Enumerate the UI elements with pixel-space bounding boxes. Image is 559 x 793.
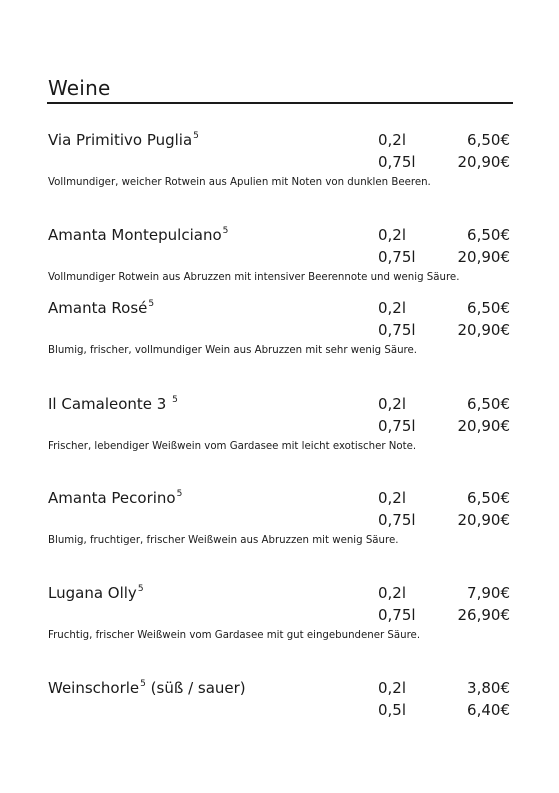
- wine-description: Fruchtig, frischer Weißwein vom Gardasee mit gut eingebundener Säure.: [48, 630, 421, 641]
- footnote-marker: 5: [176, 489, 183, 499]
- wine-description: Blumig, frischer, vollmundiger Wein aus Abruzzen mit sehr wenig Säure.: [48, 345, 418, 356]
- wine-price: 6,40€: [467, 701, 510, 719]
- wine-name: Amanta Rosé$^5$: [48, 299, 155, 317]
- wine-name: Via Primitivo Puglia$^5$: [48, 131, 199, 149]
- wine-name: Amanta Montepulciano$^5$: [48, 226, 229, 244]
- wine-description: Frischer, lebendiger Weißwein vom Gardasee mit leicht exotischer Note.: [48, 441, 417, 452]
- wine-name: Lugana Olly$^5$: [48, 584, 144, 602]
- wine-price: 6,50€: [467, 226, 510, 244]
- wine-price: 20,90€: [457, 511, 510, 529]
- wine-description: Blumig, fruchtiger, frischer Weißwein aus Abruzzen mit wenig Säure.: [48, 535, 399, 546]
- wine-price: 6,50€: [467, 395, 510, 413]
- title-divider: [47, 102, 513, 104]
- footnote-marker: 5: [172, 395, 178, 405]
- footnote-marker: 5: [140, 679, 146, 689]
- wine-size: 0,2l: [378, 679, 407, 697]
- wine-size: 0,2l: [378, 131, 407, 149]
- footnote-marker: 5: [137, 584, 144, 594]
- wine-price: 20,90€: [457, 321, 510, 339]
- wine-price: 6,50€: [467, 489, 510, 507]
- wine-size: 0,2l: [378, 299, 407, 317]
- wine-size: 0,75l: [378, 606, 416, 624]
- wine-description: Vollmundiger Rotwein aus Abruzzen mit intensiver Beerennote und wenig Säure.: [48, 272, 460, 283]
- wine-size: 0,2l: [378, 489, 407, 507]
- wine-price: 3,80€: [467, 679, 510, 697]
- page-title: Weine: [48, 76, 111, 100]
- wine-name: Weinschorle$^5$ (süß / sauer): [48, 679, 246, 697]
- wine-size: 0,75l: [378, 248, 416, 266]
- wine-size: 0,2l: [378, 584, 407, 602]
- wine-size: 0,2l: [378, 226, 407, 244]
- footnote-marker: 5: [193, 131, 199, 141]
- wine-size: 0,75l: [378, 511, 416, 529]
- wine-size: 0,2l: [378, 395, 407, 413]
- wine-size: 0,75l: [378, 417, 416, 435]
- wine-name: Amanta Pecorino$^5$: [48, 489, 183, 507]
- wine-price: 20,90€: [457, 417, 510, 435]
- wine-size: 0,75l: [378, 153, 416, 171]
- footnote-marker: 5: [148, 299, 155, 309]
- wine-price: 7,90€: [467, 584, 510, 602]
- wine-price: 6,50€: [467, 131, 510, 149]
- wine-price: 20,90€: [457, 248, 510, 266]
- wine-description: Vollmundiger, weicher Rotwein aus Apulien mit Noten von dunklen Beeren.: [48, 177, 431, 188]
- wine-price: 20,90€: [457, 153, 510, 171]
- wine-price: 26,90€: [457, 606, 510, 624]
- footnote-marker: 5: [222, 226, 229, 236]
- wine-size: 0,5l: [378, 701, 407, 719]
- wine-price: 6,50€: [467, 299, 510, 317]
- wine-size: 0,75l: [378, 321, 416, 339]
- wine-name: Il Camaleonte 3 $^5$: [48, 395, 178, 413]
